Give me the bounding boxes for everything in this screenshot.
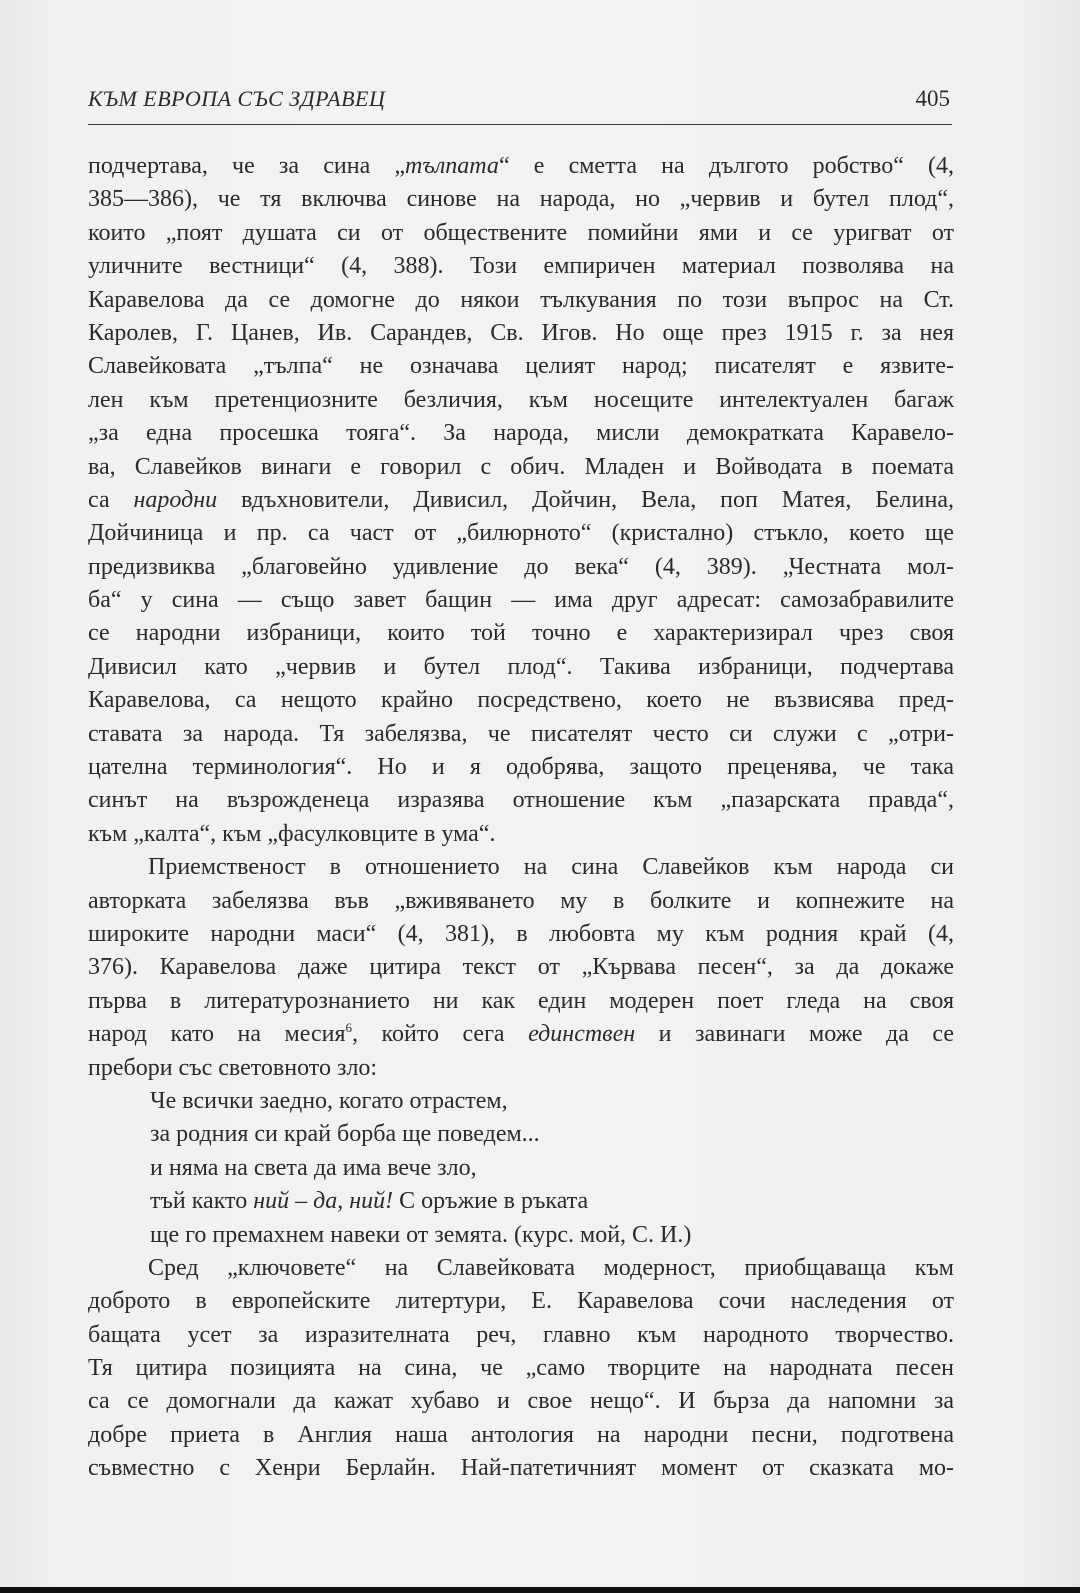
text-line: се народни избраници, които той точно е характеризирал чрез своя	[88, 620, 954, 647]
verse-line: тъй както ний – да, ний! С оръжие в ръката	[150, 1188, 589, 1215]
text-line: към „калта“, към „фасулковците в ума“.	[88, 820, 496, 847]
text-line: уличните вестници“ (4, 388). Този емпиричен материал позволява на	[88, 253, 954, 280]
text-line: 385—386), че тя включва синове на народа, но „червив и бутел плод“,	[88, 186, 954, 213]
scan-bottom-edge	[0, 1587, 1080, 1593]
text-line: са се домогнали да кажат хубаво и свое нещо“. И бърза да напомни за	[88, 1388, 954, 1415]
text-line: Тя цитира позицията на сина, че „само творците на народната песен	[88, 1355, 954, 1382]
emphasis: ний – да, ний!	[253, 1188, 394, 1215]
text-line: Славейковата „тълпа“ не означава целият народ; писателят е язвите-	[88, 353, 954, 380]
text-line: 376). Каравелова даже цитира текст от „Кървава песен“, за да докаже	[88, 954, 954, 981]
text-line: Сред „ключовете“ на Славейковата модерност, приобщаваща към	[148, 1254, 954, 1281]
text-line: Каравелова, са нещото крайно посредствено, което не възвисява пред-	[88, 687, 954, 714]
text-line: подчертава, че за сина „тълпата“ е сметта на дългото робство“ (4,	[88, 153, 955, 179]
text-line: Каравелова да се домогне до някои тълкувания по този въпрос на Ст.	[88, 286, 954, 313]
text-line: Приемственост в отношението на сина Славейков към народа си	[148, 854, 954, 881]
text-line: народ като на месия$^6$, който сега единствен и завинаги може да се	[88, 1020, 954, 1048]
text-line: ва, Славейков винаги е говорил с обич. Младен и Войводата в поемата	[88, 453, 954, 480]
emphasis: единствен	[528, 1021, 636, 1048]
verse-line: за родния си край борба ще поведем...	[150, 1121, 540, 1148]
text-line: които „поят душата си от обществените помийни ями и се уригват от	[88, 219, 954, 246]
emphasis: народни	[133, 486, 218, 513]
verse-line: ще го премахнем навеки от земята. (курс. мой, С. И.)	[150, 1221, 692, 1248]
text-line: първа в литературознанието ни как един модерен поет гледа на своя	[88, 987, 954, 1014]
text-line: Дойчиница и пр. са част от „билюрното“ (кристално) стъкло, което ще	[88, 520, 954, 547]
text-line: широките народни маси“ (4, 381), в любовта му към родния край (4,	[88, 920, 954, 947]
text-line: цателна терминология“. Но и я одобрява, защото преценява, че така	[88, 754, 954, 781]
text-line: пребори със световното зло:	[88, 1054, 378, 1081]
text-line: „за една просешка тояга“. За народа, мисли демократката Каравело-	[88, 420, 954, 447]
text-line: ба“ у сина — също завет бащин — има друг адресат: самозабравилите	[88, 587, 954, 614]
text-line: ставата за народа. Тя забелязва, че писателят често си служи с „отри-	[88, 720, 954, 747]
running-header	[88, 86, 952, 125]
text-line: Дивисил като „червив и бутел плод“. Такива избраници, подчертава	[88, 653, 954, 680]
text-line: добре приета в Англия наша антология на народни песни, подготвена	[88, 1421, 954, 1448]
footnote-marker: 6	[345, 1020, 353, 1036]
body-text	[88, 150, 954, 1486]
emphasis: тълпата	[405, 153, 499, 179]
text-line: са народни вдъхновители, Дивисил, Дойчин, Вела, поп Матея, Белина,	[88, 486, 954, 513]
text-line: бащата усет за изразителната реч, главно към народното творчество.	[88, 1321, 954, 1348]
text-line: доброто в европейските литертури, Е. Каравелова сочи наследения от	[88, 1288, 954, 1315]
text-line: лен към претенциозните безличия, към носещите интелектуален багаж	[88, 386, 954, 413]
verse-line: Че всички заедно, когато отрастем,	[150, 1087, 508, 1114]
running-title: КЪМ ЕВРОПА СЪС ЗДРАВЕЦ	[88, 86, 386, 111]
page-number: 405	[915, 86, 950, 111]
verse-line: и няма на света да има вече зло,	[150, 1154, 477, 1181]
text-line: синът на възрожденеца изразява отношение към „пазарската правда“,	[88, 787, 954, 814]
text-line: авторката забелязва във „вживяването му в болките и копнежите на	[88, 887, 954, 914]
text-line: Каролев, Г. Цанев, Ив. Сарандев, Св. Игов. Но още през 1915 г. за нея	[88, 319, 954, 346]
text-line: съвместно с Хенри Берлайн. Най-патетичният момент от сказката мо-	[88, 1455, 954, 1482]
text-line: предизвиква „благовейно удивление до века“ (4, 389). „Честната мол-	[88, 553, 954, 580]
